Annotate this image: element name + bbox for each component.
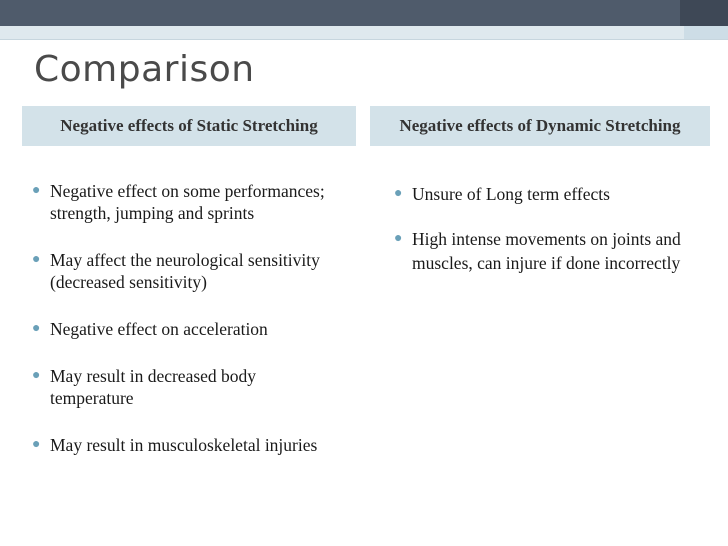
right-column-header: Negative effects of Dynamic Stretching	[370, 106, 710, 146]
list-item	[28, 434, 338, 456]
list-item	[28, 365, 338, 409]
bullet-text: May affect the neurological sensitivity (decreased sensitivity)	[50, 250, 320, 292]
list-item	[390, 227, 690, 275]
bullet-dot-icon: ●	[32, 183, 41, 198]
bullet-text: Unsure of Long term effects	[412, 184, 610, 204]
list-item	[28, 318, 338, 340]
list-item	[28, 249, 338, 293]
list-item	[390, 182, 690, 206]
slide-title: Comparison	[34, 49, 255, 90]
bullet-text: Negative effect on some performances; strength, jumping and sprints	[50, 181, 325, 223]
bullet-dot-icon: ●	[394, 186, 403, 201]
sub-bar	[0, 26, 728, 40]
left-bullet-list	[28, 180, 338, 481]
bullet-text: May result in musculoskeletal injuries	[50, 435, 318, 455]
bullet-dot-icon: ●	[32, 437, 41, 452]
bullet-text: High intense movements on joints and muscles, can injure if done incorrectly	[412, 229, 681, 273]
right-bullet-list	[390, 182, 690, 296]
bullet-text: Negative effect on acceleration	[50, 319, 268, 339]
bullet-dot-icon: ●	[394, 231, 403, 246]
list-item	[28, 180, 338, 224]
bullet-dot-icon: ●	[32, 321, 41, 336]
top-bar	[0, 0, 728, 26]
bullet-text: May result in decreased body temperature	[50, 366, 257, 408]
bullet-dot-icon: ●	[32, 368, 41, 383]
left-column-header: Negative effects of Static Stretching	[22, 106, 356, 146]
top-bar-segment	[680, 0, 728, 26]
sub-bar-accent	[684, 26, 728, 39]
bullet-dot-icon: ●	[32, 252, 41, 267]
